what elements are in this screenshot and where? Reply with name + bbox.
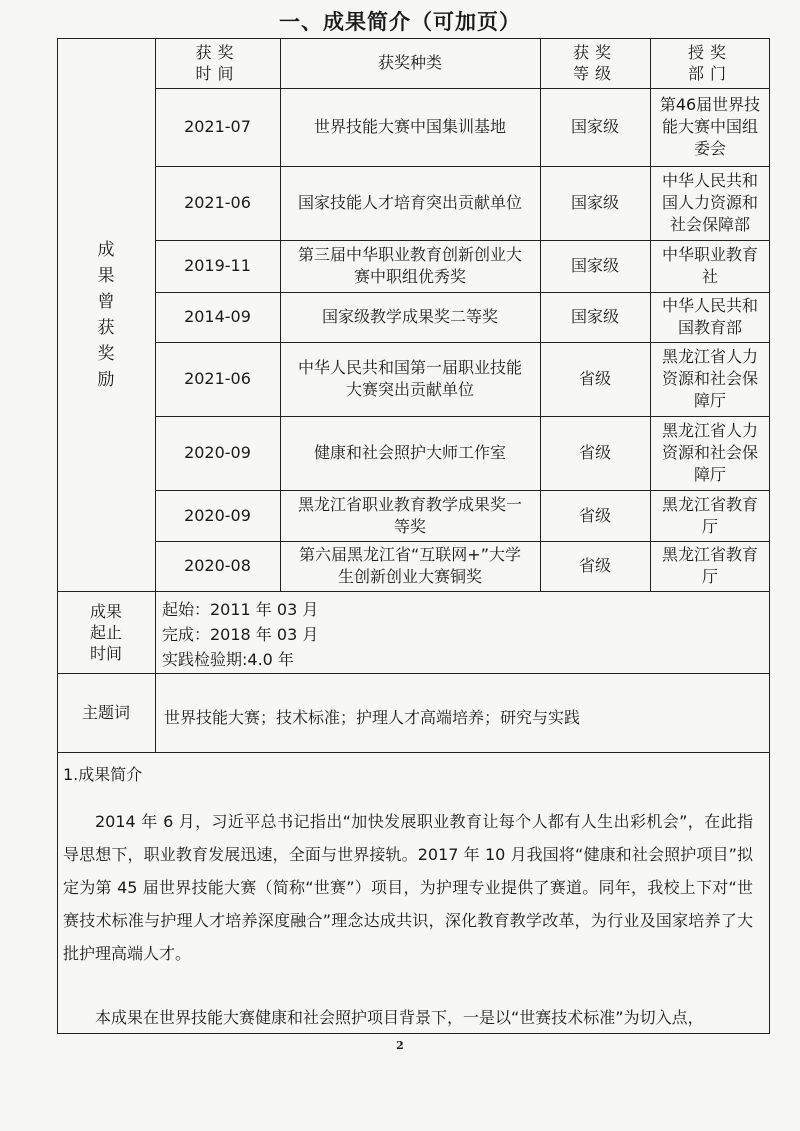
award-dept: 黑龙江省教育厅 <box>661 494 758 536</box>
divider <box>57 752 770 753</box>
period-practice: 实践检验期:4.0 年 <box>162 650 294 669</box>
intro-heading: 1.成果简介 <box>63 765 143 784</box>
period-label: 成果 起止 时间 <box>89 601 122 663</box>
award-level: 省级 <box>578 369 611 388</box>
divider <box>57 591 770 592</box>
keywords-value: 世界技能大赛；技术标准；护理人才高端培养；研究与实践 <box>164 708 581 727</box>
award-time: 2014-09 <box>184 307 251 326</box>
award-level: 国家级 <box>570 307 619 326</box>
award-level: 省级 <box>578 556 611 575</box>
period-start: 起始：2011 年 03 月 <box>162 600 319 619</box>
award-time: 2021-06 <box>184 369 251 388</box>
award-type: 健康和社会照护大师工作室 <box>313 443 506 462</box>
page-title: 一、成果简介（可加页） <box>279 10 521 34</box>
award-dept: 中华人民共和国教育部 <box>661 296 758 337</box>
header-award-type: 获奖种类 <box>377 53 442 72</box>
divider <box>57 673 770 674</box>
awards-section-label: 成 果 曾 获 奖 励 <box>97 239 115 390</box>
intro-paragraph: 2014 年 6 月，习近平总书记指出“加快发展职业教育让每个人都有人生出彩机会”，在此指导思想下，职业教育发展迅速，全面与世界接轨。2017 年 10 月我国将“健康和社会照护项目”拟定为第 45 届世界技能大赛（简称“世赛”）项目，为护理专业提供了赛道。同年，我校上下对“世赛技术标准与护理人才培养深度融合”理念达成共识，深化教育教学改革，为行业及国家培养了大批护理高端人才。 <box>63 812 753 963</box>
period-end: 完成：2018 年 03 月 <box>162 625 319 644</box>
divider <box>155 673 156 752</box>
award-type: 中华人民共和国第一届职业技能大赛突出贡献单位 <box>297 358 522 399</box>
award-type: 世界技能大赛中国集训基地 <box>313 117 506 136</box>
award-type: 黑龙江省职业教育教学成果奖一等奖 <box>297 494 522 536</box>
award-time: 2020-09 <box>184 443 251 462</box>
award-time: 2021-06 <box>184 193 251 212</box>
award-time: 2019-11 <box>184 256 251 275</box>
intro-paragraph: 本成果在世界技能大赛健康和社会照护项目背景下，一是以“世赛技术标准”为切入点， <box>95 1008 704 1027</box>
award-level: 省级 <box>578 505 611 525</box>
award-dept: 黑龙江省教育厅 <box>661 545 758 586</box>
award-level: 国家级 <box>570 256 619 275</box>
keywords-label: 主题词 <box>81 702 130 722</box>
header-award-level: 获奖 等级 <box>572 43 617 83</box>
award-level: 省级 <box>578 443 611 462</box>
award-dept: 中华职业教育社 <box>661 245 758 286</box>
award-level: 国家级 <box>570 117 619 136</box>
divider <box>155 591 156 673</box>
award-time: 2020-09 <box>184 505 251 525</box>
award-type: 国家技能人才培育突出贡献单位 <box>297 193 522 212</box>
award-dept: 第46届世界技能大赛中国组委会 <box>659 95 761 158</box>
award-level: 国家级 <box>570 193 619 212</box>
award-dept: 黑龙江省人力资源和社会保障厅 <box>661 421 758 484</box>
award-time: 2020-08 <box>184 556 251 575</box>
header-award-time: 获奖 时间 <box>195 43 240 83</box>
award-type: 第三届中华职业教育创新创业大赛中职组优秀奖 <box>297 245 522 286</box>
award-time: 2021-07 <box>184 117 251 136</box>
header-award-dept: 授奖 部门 <box>687 43 732 83</box>
award-dept: 中华人民共和国人力资源和社会保障部 <box>661 171 758 234</box>
award-dept: 黑龙江省人力资源和社会保障厅 <box>661 347 758 410</box>
award-type: 国家级教学成果奖二等奖 <box>321 307 498 326</box>
page-number: 2 <box>396 1039 404 1052</box>
award-type: 第六届黑龙江省“互联网+”大学生创新创业大赛铜奖 <box>299 545 521 586</box>
